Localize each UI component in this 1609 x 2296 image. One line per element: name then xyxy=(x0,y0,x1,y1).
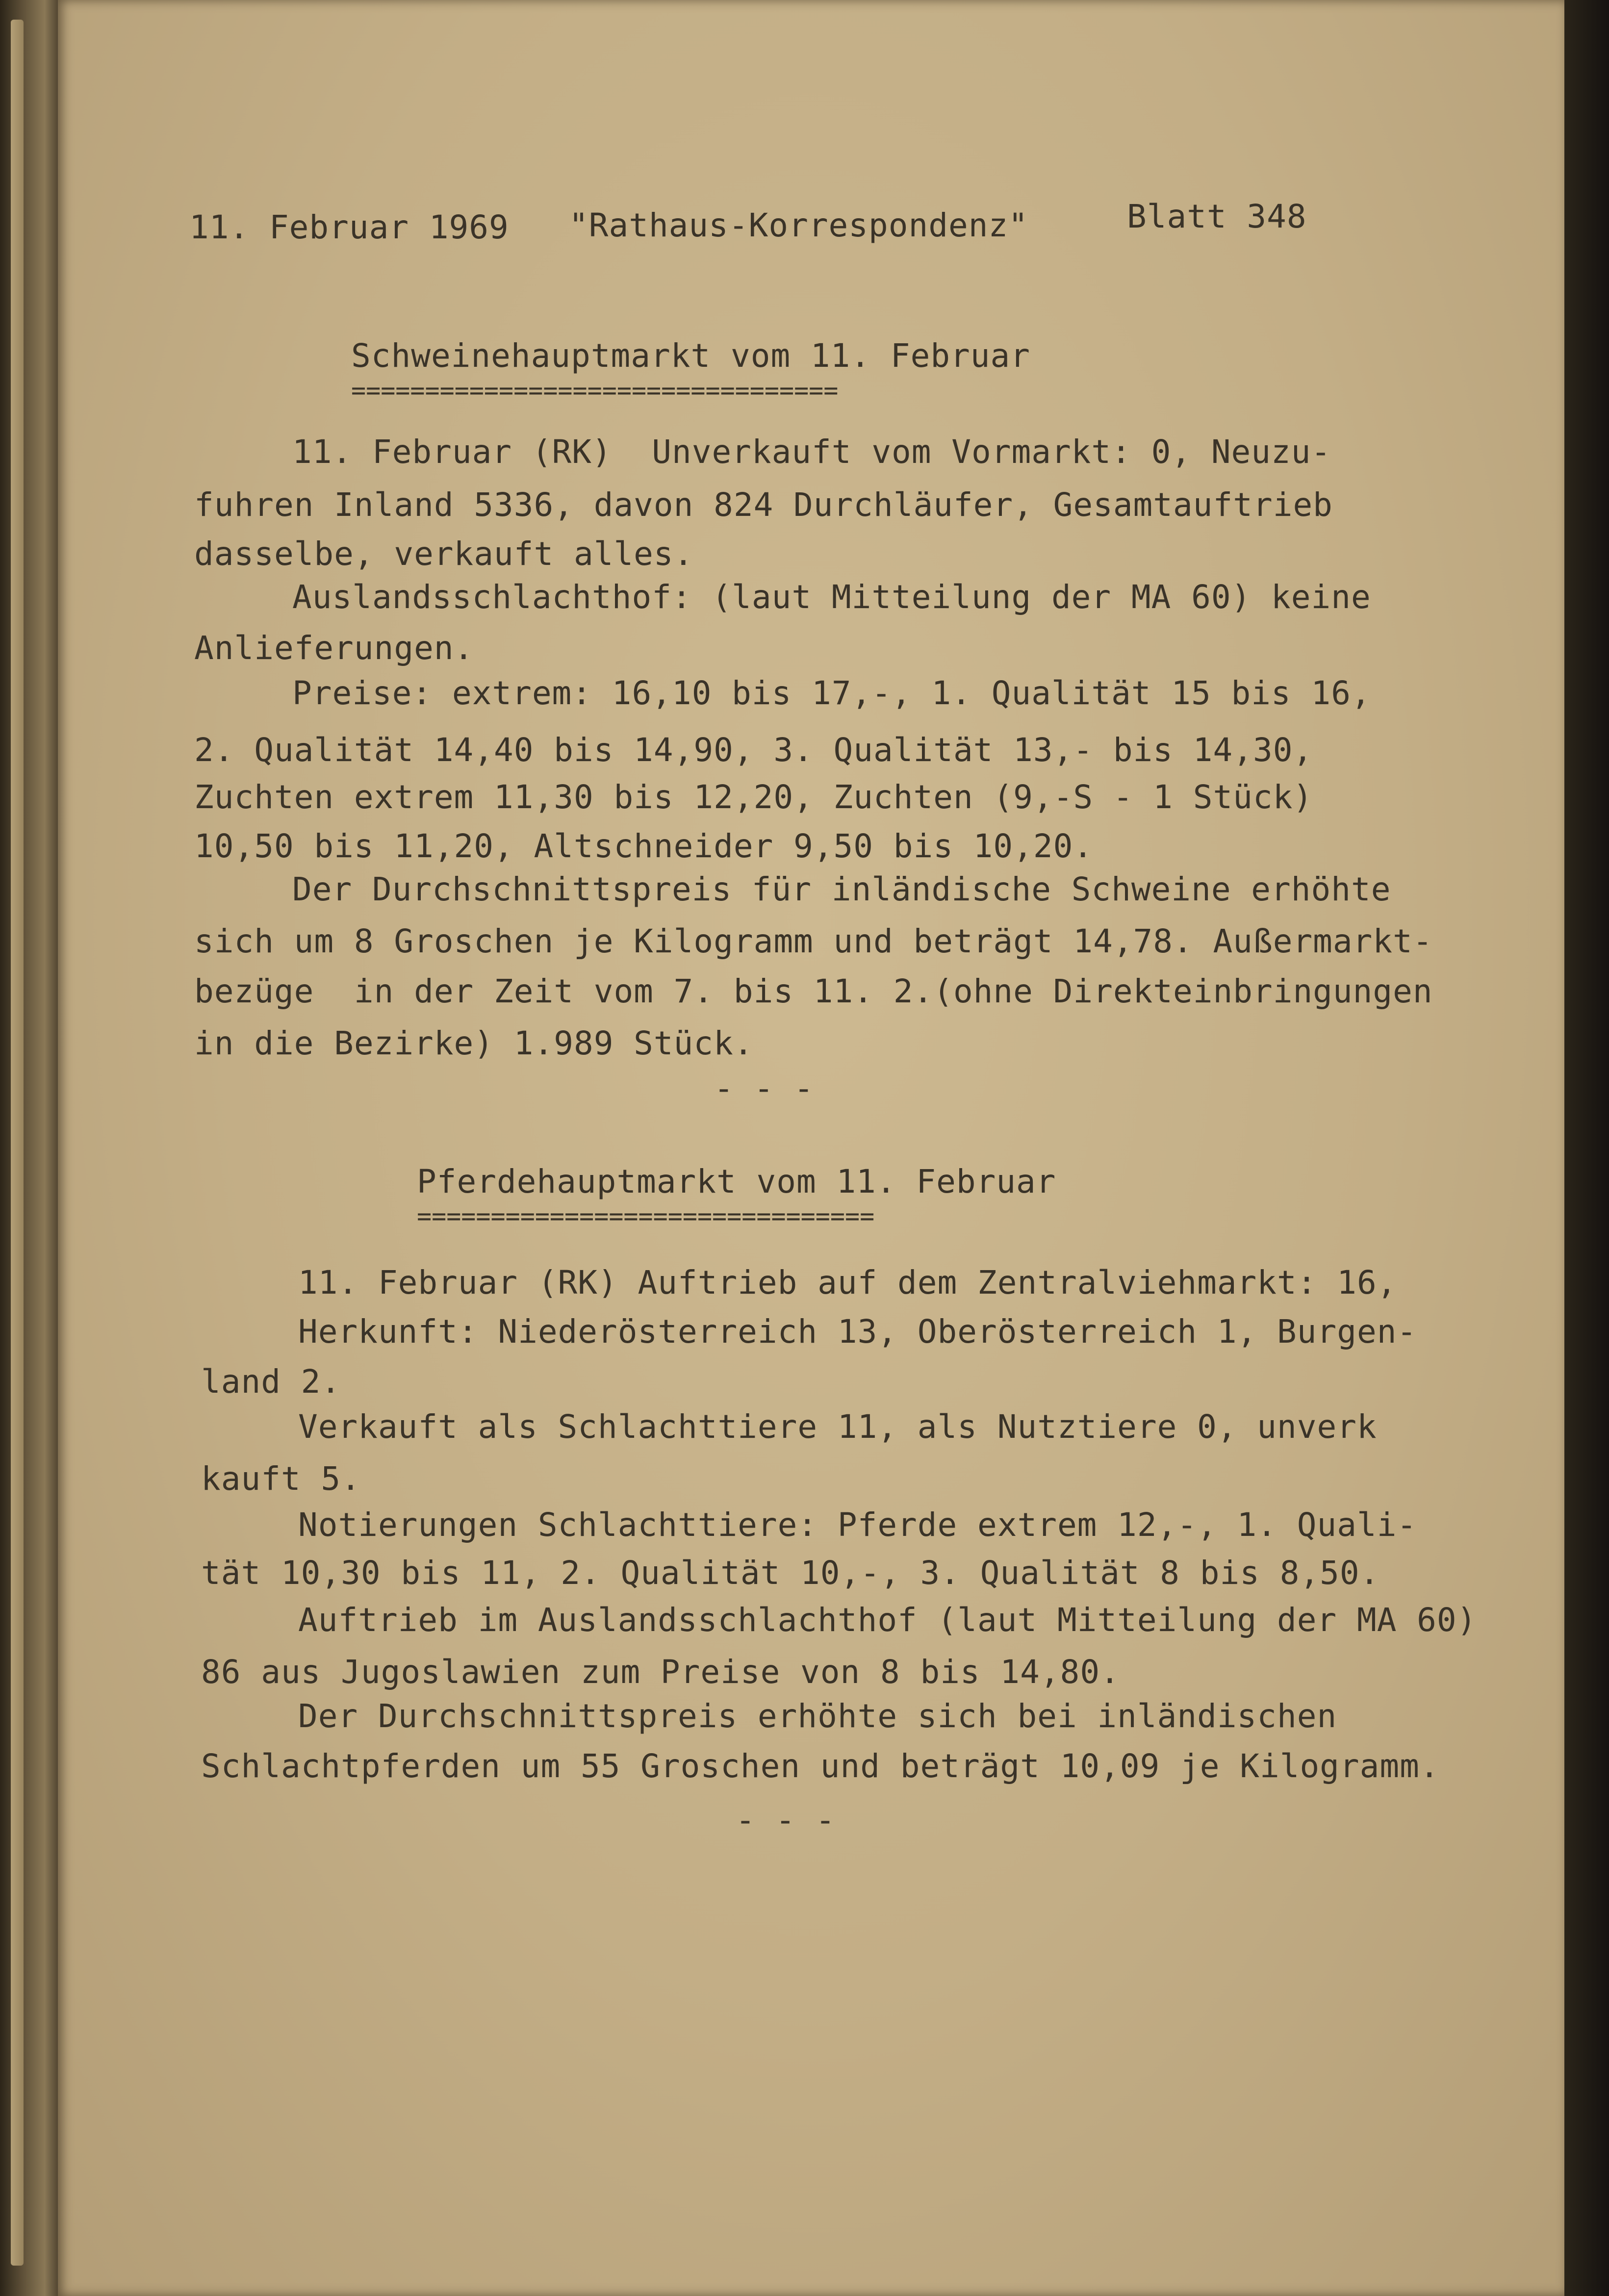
section2-line-9: 86 aus Jugoslawien zum Preise von 8 bis 14,80. xyxy=(201,1653,1120,1691)
header-date: 11. Februar 1969 xyxy=(189,208,509,246)
section1-line-8: Zuchten extrem 11,30 bis 12,20, Zuchten (9,-S - 1 Stück) xyxy=(194,778,1313,816)
previous-page-edge xyxy=(11,20,24,2266)
section2-title: Pferdehauptmarkt vom 11. Februar xyxy=(417,1163,1056,1200)
section2-line-5: kauft 5. xyxy=(201,1460,361,1498)
section1-line-10: Der Durchschnittspreis für inländische Schweine erhöhte xyxy=(292,870,1391,908)
section2-line-11: Schlachtpferden um 55 Groschen und beträgt 10,09 je Kilogramm. xyxy=(201,1747,1440,1785)
binding-spine xyxy=(0,0,64,2296)
section1-line-13: in die Bezirke) 1.989 Stück. xyxy=(194,1024,754,1062)
section1-line-4: Auslandsschlachthof: (laut Mitteilung der MA 60) keine xyxy=(292,578,1371,616)
section2-title-underline: =============================== xyxy=(417,1202,875,1230)
section2-line-4: Verkauft als Schlachttiere 11, als Nutztiere 0, unverk xyxy=(298,1408,1377,1446)
section2-line-1: 11. Februar (RK) Auftrieb auf dem Zentralviehmarkt: 16, xyxy=(298,1264,1397,1301)
section2-line-7: tät 10,30 bis 11, 2. Qualität 10,-, 3. Qualität 8 bis 8,50. xyxy=(201,1554,1380,1592)
section2-line-10: Der Durchschnittspreis erhöhte sich bei inländischen xyxy=(298,1697,1337,1735)
section1-separator: - - - xyxy=(714,1070,814,1107)
section1-line-12: bezüge in der Zeit vom 7. bis 11. 2.(ohne Direkteinbringungen xyxy=(194,972,1433,1010)
header-sheet-number: Blatt 348 xyxy=(1127,198,1307,235)
section1-line-3: dasselbe, verkauft alles. xyxy=(194,535,694,573)
section1-line-9: 10,50 bis 11,20, Altschneider 9,50 bis 10,20. xyxy=(194,827,1094,865)
section2-line-6: Notierungen Schlachttiere: Pferde extrem 12,-, 1. Quali- xyxy=(298,1506,1417,1544)
section1-line-5: Anlieferungen. xyxy=(194,629,474,667)
section1-line-6: Preise: extrem: 16,10 bis 17,-, 1. Qualität 15 bis 16, xyxy=(292,674,1371,712)
section1-title: Schweinehauptmarkt vom 11. Februar xyxy=(351,337,1031,375)
section1-line-11: sich um 8 Groschen je Kilogramm und beträgt 14,78. Außermarkt- xyxy=(194,922,1433,960)
section1-line-1: 11. Februar (RK) Unverkauft vom Vormarkt: 0, Neuzu- xyxy=(292,433,1331,471)
section2-line-8: Auftrieb im Auslandsschlachthof (laut Mitteilung der MA 60) xyxy=(298,1601,1477,1639)
section1-title-underline: ================================= xyxy=(351,376,839,405)
section2-line-3: land 2. xyxy=(201,1363,341,1401)
section2-line-2: Herkunft: Niederösterreich 13, Oberösterreich 1, Burgen- xyxy=(298,1313,1417,1351)
scan-background xyxy=(1564,0,1609,2296)
section1-line-2: fuhren Inland 5336, davon 824 Durchläufer, Gesamtauftrieb xyxy=(194,486,1333,524)
header-publication: "Rathaus-Korrespondenz" xyxy=(569,206,1028,244)
section1-line-7: 2. Qualität 14,40 bis 14,90, 3. Qualität 13,- bis 14,30, xyxy=(194,731,1313,769)
document-sheet xyxy=(58,0,1564,2296)
section2-separator: - - - xyxy=(736,1801,836,1839)
